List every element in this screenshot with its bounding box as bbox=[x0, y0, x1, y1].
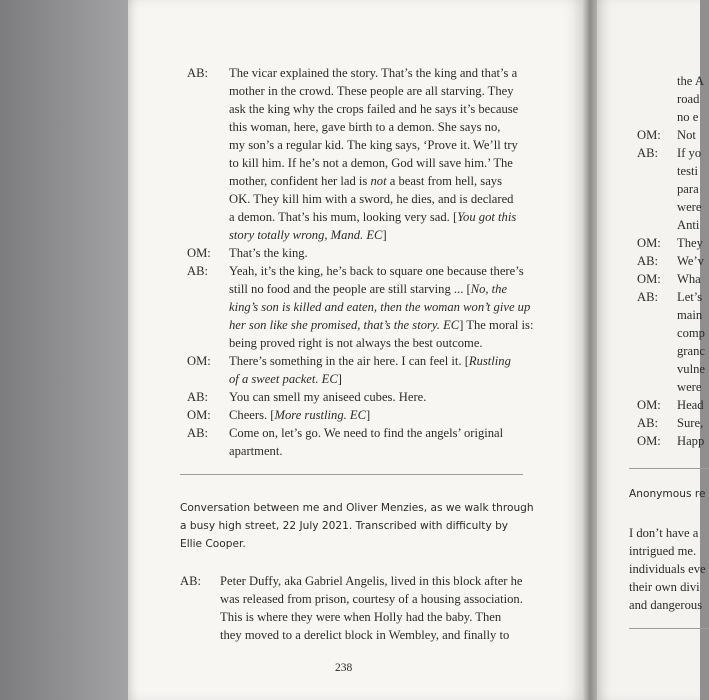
text-line: this woman, here, gave birth to a demon. She says no, bbox=[229, 120, 501, 134]
text-line: ask the king why the crops failed and he says it’s because bbox=[229, 102, 519, 116]
text-line: If yo bbox=[677, 146, 702, 160]
italic-run: You got this bbox=[457, 210, 517, 224]
text-line bbox=[229, 172, 502, 190]
text-run: mother, confident her lad is bbox=[229, 174, 371, 188]
text-run: Cheers. [ bbox=[229, 408, 275, 422]
text-line bbox=[229, 316, 533, 334]
italic-run: story totally wrong, Mand. EC bbox=[229, 228, 383, 242]
speaker-label: OM: bbox=[637, 272, 661, 286]
text-run: a beast from hell, says bbox=[386, 174, 502, 188]
text-line: Wha bbox=[677, 272, 701, 286]
speaker-label: OM: bbox=[637, 434, 661, 448]
speaker-label: AB: bbox=[637, 416, 658, 430]
speaker-label: OM: bbox=[637, 236, 661, 250]
section-header-line: Ellie Cooper. bbox=[180, 538, 246, 550]
text-line: I don’t have a bbox=[629, 526, 699, 540]
text-line: Happ bbox=[677, 434, 705, 448]
text-run: ] bbox=[382, 228, 387, 242]
text-line: intrigued me. bbox=[629, 544, 697, 558]
text-line: Not bbox=[677, 128, 696, 142]
text-run: ] The moral is: bbox=[459, 318, 534, 332]
text-line: and dangerous bbox=[629, 598, 703, 612]
text-line: mother in the crowd. These people are all starving. They bbox=[229, 84, 514, 98]
italic-run: not bbox=[370, 174, 387, 188]
text-line: the A bbox=[677, 74, 704, 88]
text-line: Yeah, it’s the king, he’s back to square one because there’s bbox=[229, 264, 524, 278]
text-line: You can smell my aniseed cubes. Here. bbox=[229, 390, 427, 404]
italic-run: Rustling bbox=[468, 354, 511, 368]
text-line: OK. They kill him with a sword, he dies, and is declared bbox=[229, 192, 514, 206]
section-header-line: Conversation between me and Oliver Menzies, as we walk through bbox=[180, 502, 534, 514]
text-run: still no food and the people are still starving ... [ bbox=[229, 282, 471, 296]
text-line: This is where they were when Holly had the baby. Then bbox=[220, 610, 502, 624]
text-line: to kill him. If he’s not a demon, God will save him.’ The bbox=[229, 156, 513, 170]
text-line: apartment. bbox=[229, 444, 283, 458]
right-page bbox=[597, 0, 706, 700]
section-divider bbox=[180, 474, 523, 475]
speaker-label: AB: bbox=[187, 264, 208, 278]
section-header-line: a busy high street, 22 July 2021. Transcribed with difficulty by bbox=[180, 520, 509, 532]
text-run: a demon. That’s his mum, looking very sad. [ bbox=[229, 210, 458, 224]
text-line: were bbox=[677, 380, 702, 394]
section-divider bbox=[629, 628, 709, 629]
text-line: Come on, let’s go. We need to find the angels’ original bbox=[229, 426, 504, 440]
text-line bbox=[229, 226, 387, 244]
speaker-label: OM: bbox=[637, 128, 661, 142]
text-line: The vicar explained the story. That’s the king and that’s a bbox=[229, 66, 518, 80]
speaker-label: AB: bbox=[637, 146, 658, 160]
italic-line: king’s son is killed and eaten, then the woman won’t give up bbox=[229, 300, 531, 314]
text-line: We’v bbox=[677, 254, 704, 268]
text-line: para bbox=[677, 182, 699, 196]
text-run: ] bbox=[337, 372, 342, 386]
italic-run: More rustling. EC bbox=[274, 408, 367, 422]
speaker-label: OM: bbox=[187, 354, 211, 368]
text-line: they moved to a derelict block in Wembley, and finally to bbox=[220, 628, 510, 642]
text-line: my son’s a regular kid. The king says, ‘Prove it. We’ll try bbox=[229, 138, 518, 152]
text-line: vulne bbox=[677, 362, 705, 376]
text-line bbox=[229, 370, 342, 388]
text-line: main bbox=[677, 308, 703, 322]
speaker-label: AB: bbox=[637, 290, 658, 304]
text-line: Peter Duffy, aka Gabriel Angelis, lived in this block after he bbox=[220, 574, 523, 588]
text-run: There’s something in the air here. I can feel it. [ bbox=[229, 354, 469, 368]
page-number: 238 bbox=[335, 662, 353, 674]
text-line: road bbox=[677, 92, 700, 106]
text-line bbox=[229, 280, 507, 298]
text-line: comp bbox=[677, 326, 705, 340]
text-line bbox=[229, 406, 370, 424]
italic-run: of a sweet packet. EC bbox=[229, 372, 338, 386]
text-line: Anti bbox=[677, 218, 700, 232]
speaker-label: OM: bbox=[637, 398, 661, 412]
background-left bbox=[0, 0, 130, 700]
text-line: granc bbox=[677, 344, 705, 358]
text-line: were bbox=[677, 200, 702, 214]
text-line: testi bbox=[677, 164, 698, 178]
text-run: ] bbox=[366, 408, 371, 422]
speaker-label: AB: bbox=[187, 426, 208, 440]
speaker-label: AB: bbox=[180, 574, 201, 588]
section-divider bbox=[629, 468, 709, 469]
speaker-label: AB: bbox=[637, 254, 658, 268]
section-header-line: Anonymous re bbox=[629, 488, 706, 500]
text-line: being proved right is not always the best outcome. bbox=[229, 336, 483, 350]
text-line: their own divi bbox=[629, 580, 700, 594]
text-line: That’s the king. bbox=[229, 246, 308, 260]
text-line: Let’s bbox=[677, 290, 703, 304]
italic-run: her son like she promised, that’s the story. EC bbox=[229, 318, 460, 332]
text-line: individuals eve bbox=[629, 562, 706, 576]
text-line: was released from prison, courtesy of a housing association. bbox=[220, 592, 523, 606]
italic-run: No, the bbox=[470, 282, 508, 296]
speaker-label: OM: bbox=[187, 408, 211, 422]
text-line: Sure, bbox=[677, 416, 704, 430]
speaker-label: OM: bbox=[187, 246, 211, 260]
text-line bbox=[229, 352, 511, 370]
left-page bbox=[128, 0, 586, 700]
speaker-label: AB: bbox=[187, 66, 208, 80]
text-line: no e bbox=[677, 110, 699, 124]
text-line bbox=[229, 208, 516, 226]
speaker-label: AB: bbox=[187, 390, 208, 404]
text-line: Head bbox=[677, 398, 704, 412]
text-line: They bbox=[677, 236, 703, 250]
